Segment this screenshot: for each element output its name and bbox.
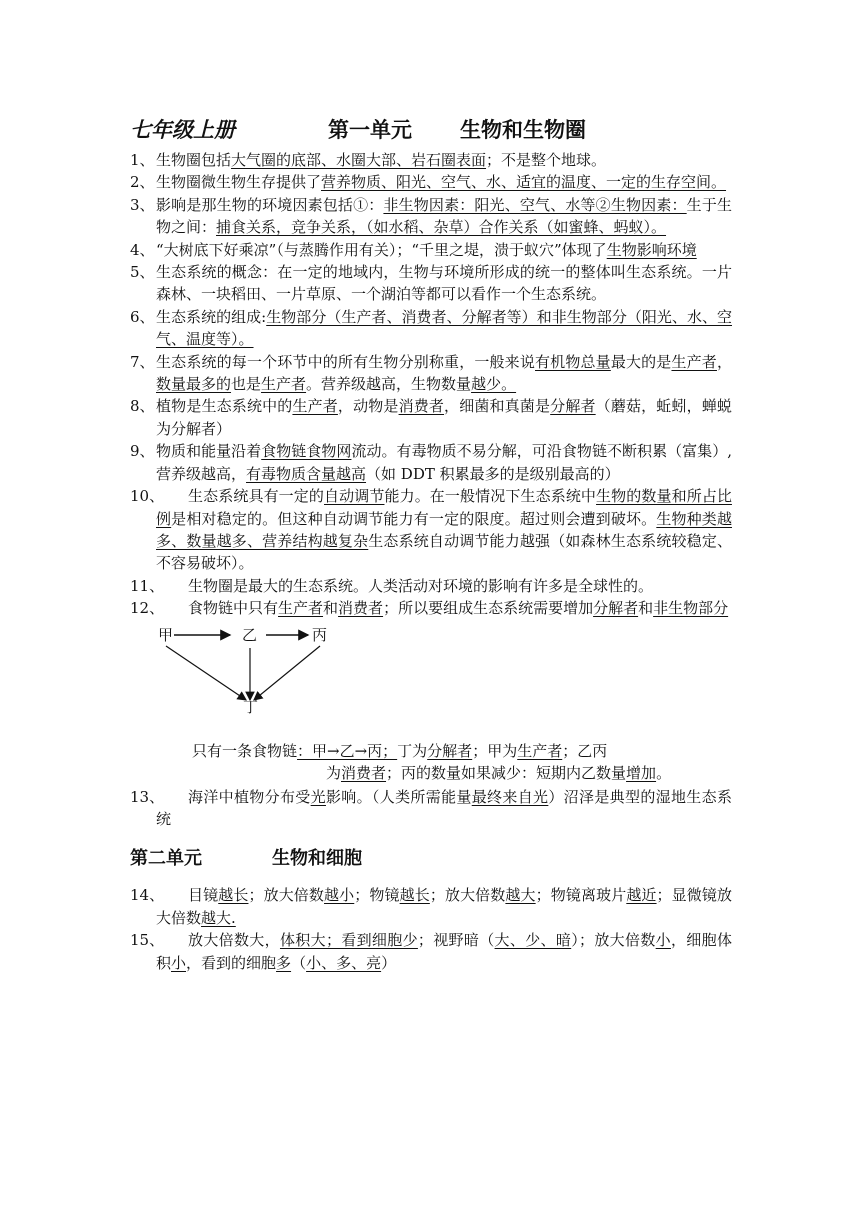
- text-run: ）；放大倍数: [571, 931, 656, 950]
- food-chain-diagram: [130, 620, 732, 730]
- underlined-text: 非生物部分: [653, 599, 729, 618]
- underlined-text: 分解者: [593, 599, 639, 618]
- text-run: 为: [326, 763, 342, 782]
- item-list-unit1-end: [130, 786, 732, 831]
- node-ding: 丁: [243, 697, 259, 716]
- text-run: 生物圈是最大的生态系统。人类活动对环境的影响有许多是全球性的。: [188, 576, 654, 595]
- item-list-unit2: [130, 884, 732, 974]
- text-run: ；物镜离玻片: [535, 886, 627, 905]
- underlined-text: 越大.: [201, 908, 236, 927]
- list-item: [130, 575, 732, 597]
- item-number: 12、: [130, 599, 165, 618]
- list-item: [130, 171, 732, 193]
- underlined-text: 大气圈的底部、水圈大部、岩石圈表面: [231, 151, 487, 169]
- food-chain-note: [130, 730, 732, 786]
- text-run: ；放大倍数: [429, 886, 506, 905]
- underlined-text: 生物种类越多、数量越多、营养结构越复杂: [156, 509, 732, 550]
- underlined-text: ：甲→乙→丙；: [297, 741, 398, 760]
- underlined-text: 越小: [324, 886, 355, 905]
- item-number: 13、: [130, 787, 165, 806]
- text-run: 影响。（人类所需能量: [325, 787, 472, 806]
- underlined-text: 越少。: [471, 375, 517, 394]
- item-text: [156, 440, 732, 485]
- underlined-text: 多: [276, 953, 292, 972]
- text-run: ，动物是: [337, 397, 399, 416]
- item-text: [156, 149, 732, 171]
- underlined-text: 捕食关系，竞争关系，（如水稻、杂草）合作关系（如蜜蜂、蚂蚁）。: [216, 218, 667, 237]
- item-text: [156, 884, 732, 929]
- list-item: [130, 149, 732, 171]
- note-line-1: [192, 740, 607, 762]
- underlined-text: 营养物质、阳光、空气、水、适宜的温度、一定的生存空间。: [321, 173, 727, 192]
- text-run: 生物圈微生物生存提供了: [156, 173, 322, 192]
- text-run: 也是: [231, 375, 262, 394]
- item-number: 7、: [130, 352, 155, 371]
- list-item: [130, 239, 732, 261]
- underlined-text: 越近: [626, 886, 657, 905]
- note-line-2: [326, 762, 671, 784]
- underlined-text: 生产者: [261, 375, 307, 394]
- underlined-text: 消费者: [341, 763, 387, 782]
- list-item: [130, 440, 732, 485]
- text-run: 食物链中只有: [188, 599, 279, 618]
- text-run: 影响是那生物的环境因素包括①：: [156, 195, 384, 214]
- underlined-text: 越长: [399, 886, 430, 905]
- list-item: [130, 306, 732, 351]
- item-number: 11、: [130, 576, 165, 595]
- arrow-jia-ding: [166, 646, 246, 700]
- text-run: 生态系统的概念：在一定的地域内，生物与环境所形成的统一的整体叫生态系统。一片森林、一块稻田、一片草原、一个湖泊等都可以看作一个生态系统。: [156, 263, 732, 304]
- underlined-text: 自动调节: [324, 487, 385, 506]
- item-number: 15、: [130, 931, 165, 950]
- list-item: [130, 351, 732, 396]
- list-item: [130, 884, 732, 929]
- underlined-text: 越大: [505, 886, 536, 905]
- list-item: [130, 261, 732, 306]
- item-text: [156, 786, 732, 831]
- item-number: 4、: [130, 240, 155, 259]
- text-run: ；所以要组成生态系统需要增加: [383, 599, 594, 618]
- text-run: 生态系统的组成:: [156, 307, 267, 326]
- text-run: 放大倍数大，: [188, 931, 280, 950]
- text-run: “大树底下好乘凉”（与蒸腾作用有关）；“千里之堤，溃于蚁穴”体现了: [156, 240, 607, 259]
- unit2-title: 第二单元: [130, 848, 202, 870]
- underlined-text: 生产者: [517, 741, 563, 760]
- text-run: 是相对稳定的。但这种自动调节能力有一定的限度。超过则会遭到破坏。: [171, 509, 657, 528]
- text-run: 丁为: [397, 741, 428, 760]
- underlined-text: 分解者: [550, 397, 596, 416]
- text-run: 植物是生态系统中的: [156, 397, 293, 416]
- underlined-text: 生产者: [671, 352, 717, 371]
- text-run: ；不是整个地球。: [486, 151, 607, 169]
- item-text: [156, 929, 732, 974]
- list-item: [130, 194, 732, 239]
- text-run: （蘑菇，蚯蚓，蝉蜕为分解者）: [156, 397, 732, 438]
- list-item: [130, 597, 732, 619]
- text-run: （如 DDT 积累最多的是级别最高的）: [366, 464, 620, 483]
- underlined-text: 生产者: [292, 397, 338, 416]
- grade-title: 七年级上册: [130, 117, 235, 142]
- text-run: ；显微镜放大倍数: [156, 886, 732, 927]
- text-run: 生物圈包括: [156, 151, 232, 169]
- notes-body: [130, 149, 732, 974]
- underlined-text: 消费者: [398, 397, 445, 416]
- underlined-text: 小、多、亮: [306, 953, 382, 972]
- underlined-text: 有机物总量: [535, 352, 611, 371]
- text-run: 和: [323, 599, 339, 618]
- text-run: ；甲为: [472, 741, 518, 760]
- text-run: 生态系统的每一个环节中的所有生物分别称重，一般来说: [156, 352, 536, 371]
- text-run: （: [291, 953, 307, 972]
- text-run: 生态系统具有一定的: [188, 487, 325, 506]
- underlined-text: 生物的数量和所占比例: [156, 487, 732, 528]
- list-item: [130, 786, 732, 831]
- item-text: [156, 351, 732, 396]
- item-number: 9、: [130, 442, 155, 461]
- item-number: 10、: [130, 487, 165, 506]
- text-run: ；乙丙: [562, 741, 608, 760]
- underlined-text: 最终来自光: [471, 787, 549, 806]
- item-number: 1、: [130, 151, 155, 169]
- text-run: 。营养级越高，生物数量: [306, 375, 472, 394]
- underlined-text: 小: [655, 931, 671, 950]
- text-run: ，细菌和真菌是: [444, 397, 551, 416]
- text-run: 和: [638, 599, 654, 618]
- underlined-text: 有毒物质含量越高: [246, 464, 367, 483]
- text-run: ；物镜: [354, 886, 400, 905]
- text-run: ，: [716, 352, 732, 371]
- text-run: 生态系统自动调节能力越强（如森林生态系统较稳定、不容易破坏）。: [156, 531, 732, 573]
- item-text: [156, 485, 732, 575]
- node-bing: 丙: [312, 625, 328, 644]
- underlined-text: 体积大；看到细胞少: [279, 931, 418, 950]
- text-run: 流动。有毒物质不易分解，可沿食物链不断积累（富集）,营养级越高，: [156, 442, 732, 483]
- underlined-text: 非生物因素：阳光、空气、水等②生物因素：: [383, 195, 687, 214]
- section-heading-unit2: [130, 848, 732, 874]
- topic-title: 生物和生物圈: [460, 117, 586, 142]
- text-run: ；视野暗（: [417, 931, 495, 950]
- underlined-text: 消费者: [338, 599, 384, 618]
- text-run: 物质和能量沿着: [156, 442, 262, 461]
- text-run: 生于生物之间：: [156, 195, 732, 237]
- underlined-text: 大、少、暗: [494, 931, 572, 950]
- text-run: 能力。在一般情况下生态系统中: [384, 487, 597, 506]
- item-list-unit1: [130, 149, 732, 620]
- underlined-text: 光: [310, 787, 326, 806]
- list-item: [130, 929, 732, 974]
- unit-title: 第一单元: [328, 117, 412, 142]
- list-item: [130, 395, 732, 440]
- underlined-text: 越长: [218, 886, 249, 905]
- text-run: 海洋中植物分布受: [188, 787, 311, 806]
- underlined-text: 数量最多的: [156, 375, 232, 394]
- underlined-text: 食物链食物网: [261, 442, 352, 461]
- node-yi: 乙: [242, 625, 258, 644]
- item-text: [156, 239, 732, 261]
- item-number: 8、: [130, 397, 155, 416]
- underlined-text: 分解者: [427, 741, 473, 760]
- text-run: ）: [381, 953, 397, 972]
- item-number: 3、: [130, 195, 155, 214]
- page-title: [130, 114, 586, 144]
- text-run: ）沼泽是典型的湿地生态系统: [156, 787, 732, 828]
- item-number: 2、: [130, 173, 155, 192]
- item-number: 6、: [130, 307, 155, 326]
- text-run: ；放大倍数: [248, 886, 325, 905]
- item-number: 14、: [130, 886, 165, 905]
- item-text: [156, 171, 732, 193]
- arrow-bing-ding: [254, 646, 320, 700]
- text-run: ，细胞体积: [156, 931, 732, 972]
- item-text: [156, 597, 732, 619]
- list-item: [130, 485, 732, 575]
- item-text: [156, 575, 732, 597]
- text-run: 最大的是: [610, 352, 672, 371]
- item-text: [156, 194, 732, 239]
- item-text: [156, 261, 732, 306]
- item-number: 5、: [130, 263, 155, 282]
- text-run: 。: [656, 763, 672, 782]
- unit2-topic: 生物和细胞: [272, 848, 362, 870]
- text-run: ；丙的数量如果减少：短期内乙数量: [386, 763, 627, 782]
- underlined-text: 生产者: [278, 599, 324, 618]
- node-jia: 甲: [158, 625, 174, 644]
- text-run: 目镜: [188, 886, 219, 905]
- text-run: ，看到的细胞: [186, 953, 277, 972]
- underlined-text: 生物影响环境: [606, 240, 697, 259]
- item-text: [156, 395, 732, 440]
- underlined-text: 小: [171, 953, 187, 972]
- underlined-text: 生物部分（生产者、消费者、分解者等）和非生物部分（阳光、水、空气、温度等）。: [156, 307, 732, 349]
- item-text: [156, 306, 732, 351]
- text-run: 只有一条食物链: [192, 741, 298, 760]
- underlined-text: 增加: [626, 763, 657, 782]
